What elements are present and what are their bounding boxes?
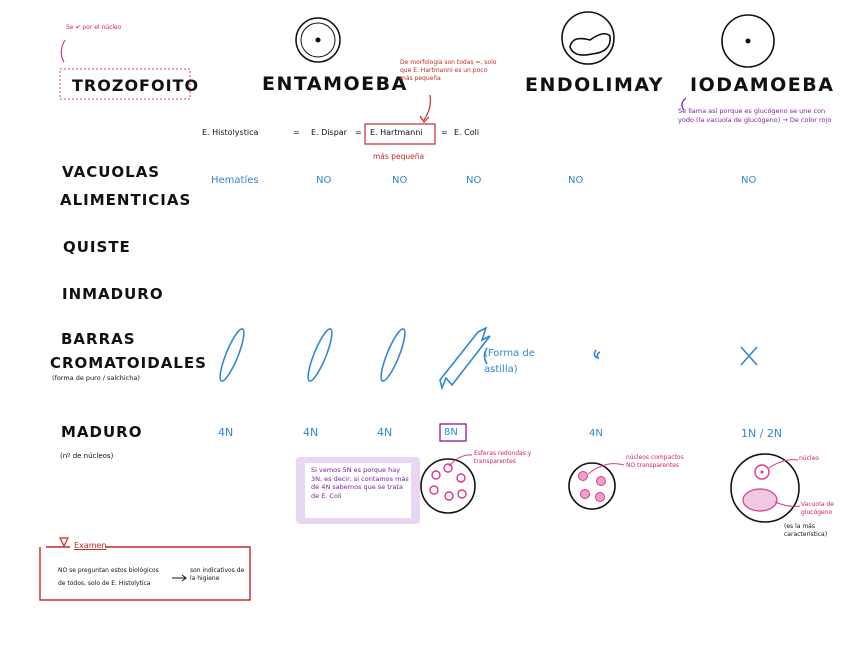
maduro-iodamoeba: 1N / 2N	[741, 427, 783, 440]
bar-histolytica	[216, 327, 248, 383]
row-label-vacuolas-1: VACUOLAS	[62, 163, 161, 181]
row-label-maduro-sub: (nº de núcleos)	[60, 452, 114, 460]
vacuolas-hartmanni: NO	[392, 175, 408, 186]
species-histolytica: E. Histolystica	[202, 128, 259, 137]
row-label-barras-1: BARRAS	[61, 330, 136, 348]
endolimax-cyst-drawing	[562, 12, 614, 64]
iodamoeba-big-note: (es la más característica)	[784, 523, 828, 538]
column-header-entamoeba: ENTAMOEBA	[262, 73, 408, 95]
species-eq3: =	[441, 128, 448, 137]
bar-iodamoeba	[741, 347, 757, 365]
iodamoeba-note: Se llama así porque es glucógeno se une con yodo (la vacuola de glucógeno) → De color rojo	[678, 107, 832, 124]
iodamoeba-vacuole-note: Vacuola de glucógeno	[801, 501, 834, 516]
endolimax-mature-cyst-drawing	[569, 463, 624, 509]
row-label-barras-sub: (forma de puro / salchicha)	[52, 374, 140, 382]
maduro-histolytica: 4N	[218, 426, 234, 439]
exam-line-2: de todos, solo de E. Histolytica	[58, 580, 151, 587]
vacuolas-dispar: NO	[316, 175, 332, 186]
side-note: Se ✔ por el núcleo	[66, 24, 122, 31]
hartmanni-size-note: más pequeña	[373, 152, 425, 161]
row-label-inmaduro: INMADURO	[62, 285, 164, 303]
bar-endolimax	[594, 350, 600, 358]
species-eq2: =	[355, 128, 362, 137]
row-label-barras-2: CROMATOIDALES	[50, 354, 207, 372]
species-coli: E. Coli	[454, 128, 480, 137]
endolimax-nuclei-note: núcleos compactos NO transparentes	[626, 454, 684, 469]
side-note-arrow	[61, 40, 65, 62]
bar-coli-splinter	[440, 328, 490, 388]
box-note: Si vemos 5N es porque hay 3N, es decir, si contamos más de 4N sabemos que se trata de E. Coli	[311, 466, 409, 500]
exam-warning-icon	[60, 538, 68, 546]
species-hartmanni: E. Hartmanni	[370, 128, 423, 137]
exam-arrow-icon	[172, 575, 186, 581]
bar-dispar	[304, 327, 336, 383]
vacuolas-histolytica: Hematíes	[211, 175, 259, 186]
vacuolas-coli: NO	[466, 175, 482, 186]
exam-line-1: NO se preguntan estos biológicos	[58, 567, 159, 574]
entamoeba-cyst-drawing	[296, 18, 340, 62]
exam-title: Examen	[74, 541, 107, 550]
row-label-quiste: QUISTE	[63, 238, 131, 256]
column-header-endolimax: ENDOLIMAY	[525, 74, 665, 96]
iodamoeba-nucleus-note: núcleo	[799, 455, 819, 462]
bar-hartmanni	[377, 327, 409, 383]
maduro-dispar: 4N	[303, 426, 319, 439]
column-header-iodamoeba: IODAMOEBA	[690, 74, 835, 96]
maduro-coli: 8N	[444, 427, 458, 438]
morphology-note: De morfología son todas =, solo que E. Hartmanni es un poco más pequeña	[400, 59, 497, 82]
coli-cyst-drawing	[421, 455, 475, 513]
vacuolas-endolimax: NO	[568, 175, 584, 186]
species-eq1: =	[293, 128, 300, 137]
vacuolas-iodamoeba: NO	[741, 175, 757, 186]
iodamoeba-mature-cyst-drawing	[731, 454, 800, 522]
barras-coli-note: (Forma de astilla)	[484, 348, 535, 375]
exam-arrow-note: son indicativos de la higiene	[190, 567, 245, 582]
row-label-trofozoito: TROZOFOITO	[72, 76, 200, 95]
species-dispar: E. Dispar	[311, 128, 347, 137]
maduro-endolimax: 4N	[589, 428, 603, 439]
maduro-hartmanni: 4N	[377, 426, 393, 439]
morphology-arrow	[424, 95, 430, 120]
iodamoeba-cyst-drawing	[722, 15, 774, 67]
coli-nuclei-note: Esferas redondas y transparentes	[474, 450, 532, 465]
row-label-maduro: MADURO	[61, 423, 143, 441]
row-label-vacuolas-2: ALIMENTICIAS	[60, 191, 192, 209]
